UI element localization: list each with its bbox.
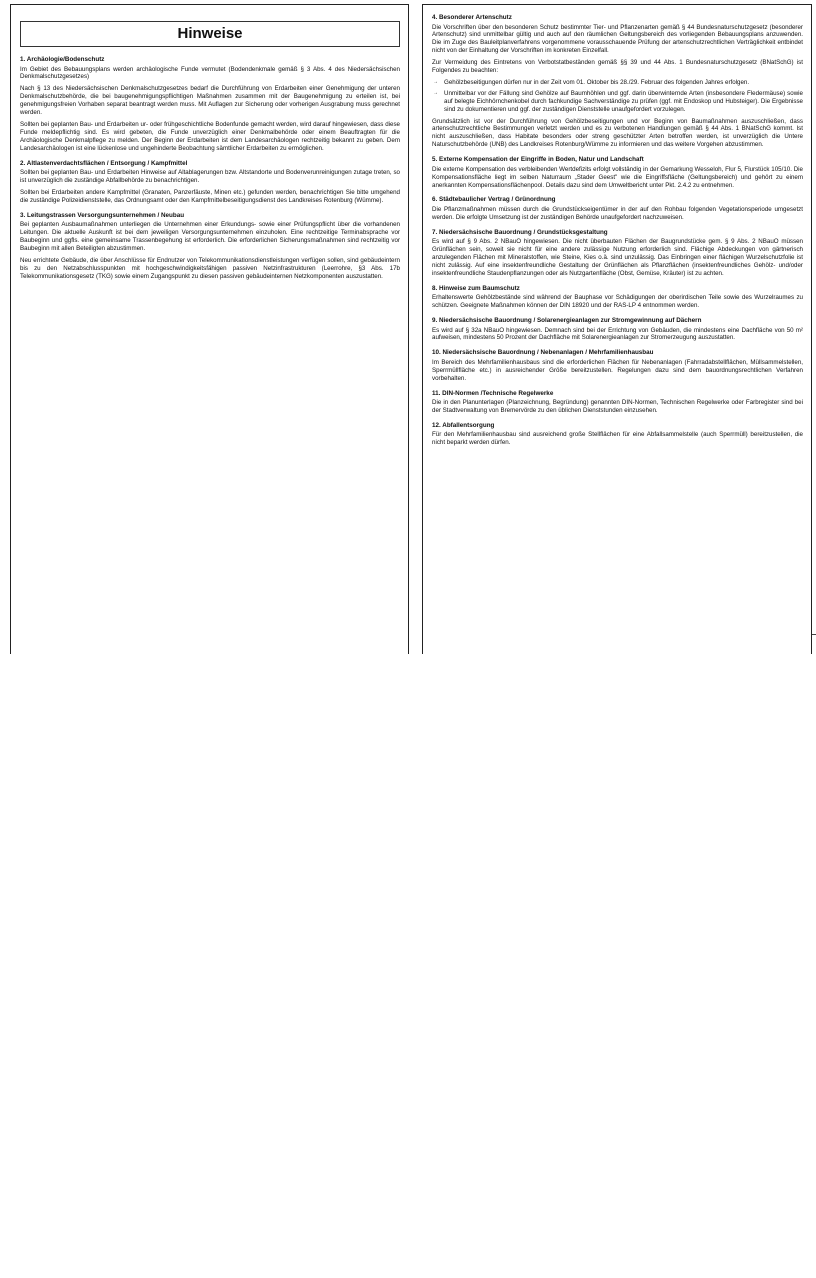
paragraph: Sollten bei geplanten Bau- und Erdarbeiten ur- oder frühgeschichtliche Bodenfunde gemacht werden, wird darauf hingewiesen, dass diese Funde meldepflichtig sind. Es wird gebeten, die Funde unverzüglich einer Denkmalbehörde oder einem Beauftragten für die Archäologische Denkmalpflege zu melden. Der Beginn der Erdarbeiten ist dem Landesarchäologen rechtzeitig bekannt zu geben. Dem Landesarchäologen ist eine lückenlose und ungehinderte Beobachtung sämtlicher Erdarbeiten zu ermöglichen. (20, 120, 400, 152)
paragraph: Sollten bei Erdarbeiten andere Kampfmittel (Granaten, Panzerfäuste, Minen etc.) gefunden werden, benachrichtigen Sie bitte umgehend die zuständige Polizeidienststelle, das Ordnungsamt oder den Kampfmittelbeseitigungsdienst des Landkreises Rotenburg (Wümme). (20, 188, 400, 204)
section-heading: 11. DIN-Normen /Technische Regelwerke (432, 389, 554, 397)
section-heading: 12. Abfallentsorgung (432, 421, 495, 429)
section-heading: 3. Leitungstrassen Versorgungsunternehmen / Neubau (20, 211, 185, 219)
section-archaeology (20, 56, 400, 153)
section-species-protection (432, 14, 803, 149)
paragraph: Grundsätzlich ist vor der Durchführung von Gehölzbeseitigungen und vor Beginn von Baumaßnahmen auszuschließen, dass artenschutzrechtliche Bestimmungen verletzt werden und es zu verbotenen Handlungen gemäß § 44 Abs. 1 BNatSchG kommt. Ist nicht auszuschließen, dass Habitate besonders oder streng geschützter Arten betroffen werden, ist unverzüglich die Untere Naturschutzbehörde (UNB) des Landkreises Rotenburg/Wümme zu informieren und das weitere Vorgehen abzustimmen. (432, 117, 803, 149)
section-heading: 7. Niedersächsische Bauordnung / Grundstücksgestaltung (432, 228, 608, 236)
right-page (422, 4, 812, 654)
section-din-norms (432, 390, 803, 415)
section-contract (432, 196, 803, 221)
bullet-list (432, 79, 803, 114)
paragraph: Es wird auf § 32a NBauO hingewiesen. Demnach sind bei der Errichtung von Gebäuden, die mindestens eine Dachfläche von 50 m² aufweisen, mindestens 50 Prozent der Dachfläche mit Solarenergieanlagen zur Stromerzeugung auszustatten. (432, 326, 803, 342)
section-heading: 9. Niedersächsische Bauordnung / Solarenergieanlagen zur Stromgewinnung auf Dächern (432, 317, 702, 325)
paragraph: Im Bereich des Mehrfamilienhausbaus sind die erforderlichen Flächen für Nebenanlagen (Fahrradabstellflächen, Müllsammelstellen, Sperrmüllfläche etc.) in ausreichender Größe bereitzustellen. Regelungen dazu sind dem bauordnungsrechtlichen Verfahren vorbehalten. (432, 358, 803, 382)
paragraph: Nach § 13 des Niedersächsischen Denkmalschutzgesetzes bedarf die Durchführung von Erdarbeiten einer Genehmigung der unteren Denkmalschutzbehörde, die bei baugenehmigungspflichtigen Maßnahmen zusammen mit der Baugenehmigung zu erteilen ist, bei genehmigungsfreien Vorhaben separat beantragt werden muss. Mit Auflagen zur Sicherung oder vorherigen Ausgrabung muss gerechnet werden. (20, 85, 400, 117)
section-heading: 10. Niedersächsische Bauordnung / Nebenanlagen / Mehrfamilienhausbau (432, 349, 654, 357)
paragraph: Die Vorschriften über den besonderen Schutz bestimmter Tier- und Pflanzenarten gemäß § 44 Bundesnaturschutzgesetz (besonderer Artenschutz) sind unmittelbar gültig und auch auf den räumlichen Geltungsbereich des vorliegenden Bebauungsplans anzuwenden. Die im Zuge des Bauleitplanverfahrens vorgenommene vorausschauende Prüfung der artenschutzrechtlichen Verträglichkeit entbindet nicht von der Einhaltung der Vorschriften im konkreten Einzelfall. (432, 23, 803, 55)
paragraph: Zur Vermeidung des Eintretens von Verbotstatbeständen gemäß §§ 39 und 44 Abs. 1 Bundesnaturschutzgesetz (BNatSchG) ist Folgendes zu beachten: (432, 59, 803, 75)
left-page (10, 4, 409, 654)
section-heading: 8. Hinweise zum Baumschutz (432, 284, 520, 292)
section-compensation (432, 156, 803, 189)
section-plot-design (432, 229, 803, 278)
paragraph: Es wird auf § 9 Abs. 2 NBauO hingewiesen. Die nicht überbauten Flächen der Baugrundstücke gem. § 9 Abs. 2 NBauO müssen Grünflächen sein, soweit sie nicht für eine andere zulässige Nutzung erforderlich sind. Flächige Abdeckungen von gärtnerisch anzulegenden Flächen mit Mineralstoffen, wie Steine, Kies o.ä. sind unzulässig. Das Einbringen einer flächigen Wurzelschutzfolie ist nicht zulässig. Auf eine insektenfreundliche Gestaltung der Grünflächen als Pflanzflächen (insektenfreundliches Gehölz- und/oder insektenfreundliche Staudenpflanzungen oder als Nutzgartenfläche (Obst, Gemüse, Kräuter) ist zu achten. (432, 238, 803, 277)
edge-tick-mark (812, 634, 816, 635)
paragraph: Die in den Planunterlagen (Planzeichnung, Begründung) genannten DIN-Normen, Technischen Regelwerke oder Farbregister sind bei der Stadtverwaltung von Bremervörde zu den üblichen Dienststunden einzusehen. (432, 399, 803, 414)
section-ancillary (432, 349, 803, 382)
section-heading: 1. Archäologie/Bodenschutz (20, 56, 105, 63)
paragraph: Die Pflanzmaßnahmen müssen durch die Grundstückseigentümer in der auf den Rohbau folgenden Vegetationsperiode umgesetzt werden. Die erfolgte Umsetzung ist der zuständigen Behörde unaufgefordert nachzuweisen. (432, 205, 803, 221)
page-title: Hinweise (20, 21, 400, 47)
paragraph: Im Gebiet des Bebauungsplans werden archäologische Funde vermutet (Bodendenkmale gemäß § 3 Abs. 4 des Niedersächsischen Denkmalschutzgesetzes) (20, 65, 400, 81)
list-item: → Gehölzbeseitigungen dürfen nur in der Zeit vom 01. Oktober bis 28./29. Februar des folgenden Jahres erfolgen. (444, 79, 803, 87)
section-heading: 4. Besonderer Artenschutz (432, 14, 512, 21)
section-tree-protection (432, 285, 803, 310)
section-heading: 6. Städtebaulicher Vertrag / Grünordnung (432, 196, 556, 204)
section-utilities (20, 212, 400, 281)
section-waste (432, 422, 803, 447)
section-heading: 5. Externe Kompensation der Eingriffe in Boden, Natur und Landschaft (432, 156, 644, 164)
section-heading: 2. Altlastenverdachtsflächen / Entsorgung / Kampfmittel (20, 159, 188, 167)
paragraph: Neu errichtete Gebäude, die über Anschlüsse für Endnutzer von Telekommunikationsdienstleistungen verfügen sollen, sind gebäudeintern bis zu den Netzabschlusspunkten mit hochgeschwindigkeitsfähigen passiven Netzinfrastrukturen (Leerrohre, §3 Abs. 17b Telekommunikationsgesetz (TKG) sowie einem Zugangspunkt zu diesen passiven gebäudeinternen Netzkomponenten auszustatten. (20, 256, 400, 280)
paragraph: Für den Mehrfamilienhausbau sind ausreichend große Stellflächen für eine Abfallsammelstelle (auch Sperrmüll) bereitzustellen, die nicht beparkt werden dürfen. (432, 431, 803, 447)
paragraph: Bei geplanten Ausbaumaßnahmen unterliegen die Unternehmen einer Erkundungs- sowie einer Prüfungspflicht über die vorhandenen Leitungen. Die aktuelle Auskunft ist bei dem jeweiligen Versorgungsunternehmen einzuholen. Eine rechtzeitige Terminabsprache vor Baubeginn und ggfls. eine gemeinsame Trassenbegehung ist erforderlich. Die erforderlichen Sicherungsmaßnahmen sind rechtzeitig vor Baubeginn mit allen Beteiligten abzustimmen. (20, 221, 400, 252)
paragraph: Erhaltenswerte Gehölzbestände sind während der Bauphase vor Schädigungen der oberirdischen Teile sowie des Wurzelraumes zu schützen. Geeignete Maßnahmen können der DIN 18920 und der RAS-LP 4 entnommen werden. (432, 294, 803, 310)
list-item: → Unmittelbar vor der Fällung sind Gehölze auf Baumhöhlen und ggf. darin überwinternde Arten (insbesondere Fledermäuse) sowie auf belegte Eichhörnchenkobel durch fachkundige Sachverständige zu prüfen (ggf. mit Endoskop und Hubsteiger). Die Ergebnisse sind zu dokumentieren und ggf. der zuständigen Dienststelle unaufgefordert vorzulegen. (444, 90, 803, 114)
section-contamination (20, 160, 400, 205)
section-solar (432, 317, 803, 342)
paragraph: Die externe Kompensation des verbleibenden Wertdefizits erfolgt vollständig in der Gemarkung Wesseloh, Flur 5, Flurstück 105/10. Die Kompensationsfläche liegt im selben Naturraum „Stader Geest" wie die Eingriffsfläche (Geltungsbereich) und gehört zu einem anerkannten Kompensationsflächenpool. Details dazu sind dem Umweltbericht unter Pkt. 2.4.2 zu entnehmen. (432, 165, 803, 189)
paragraph: Sollten bei geplanten Bau- und Erdarbeiten Hinweise auf Altablagerungen bzw. Altstandorte und Bodenverunreinigungen zutage treten, so ist unverzüglich die zuständige Abfallbehörde zu benachrichtigen. (20, 169, 400, 184)
